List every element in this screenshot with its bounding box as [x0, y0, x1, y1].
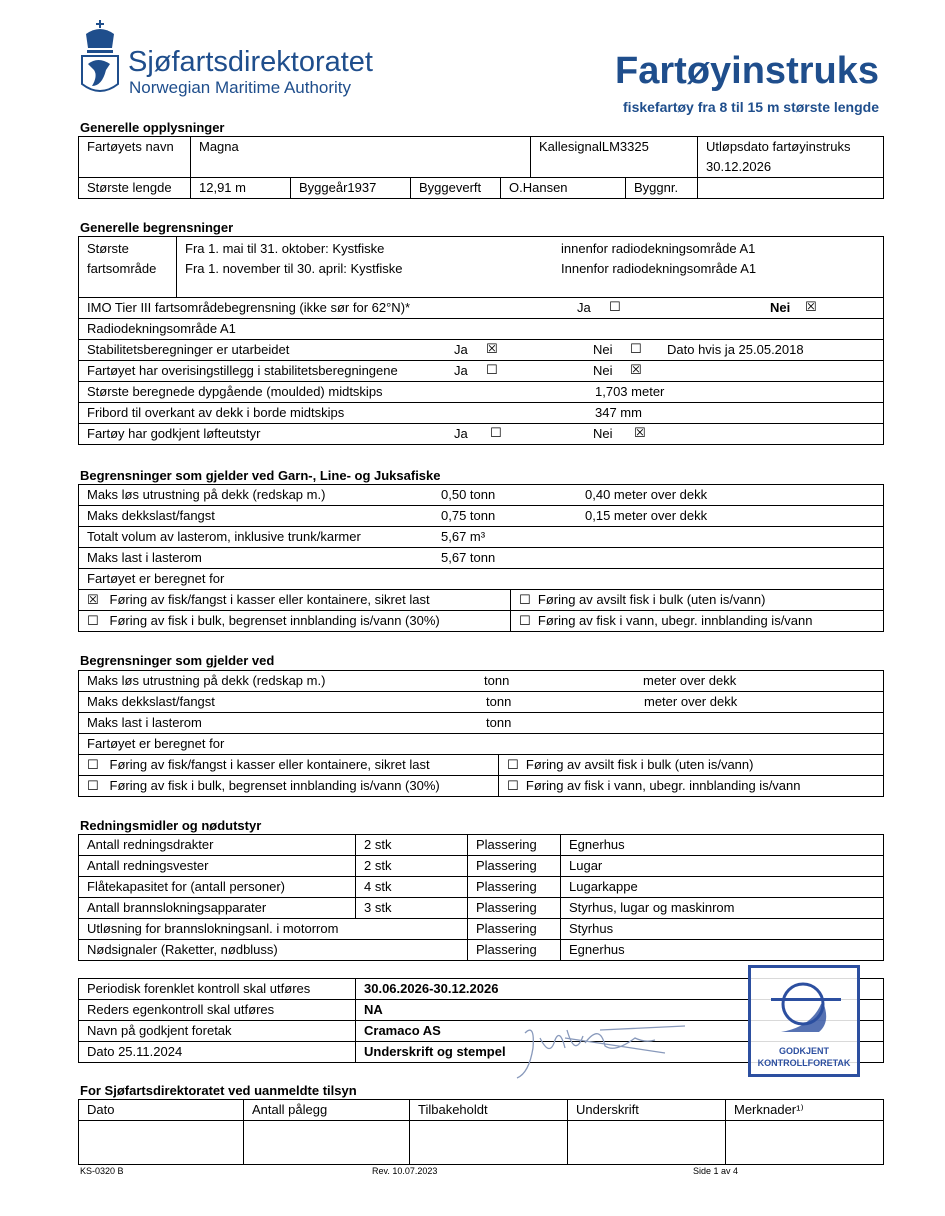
option-checkbox[interactable]: ☐	[507, 779, 519, 794]
build-number	[698, 178, 883, 198]
limits-heading: Generelle begrensninger	[80, 220, 234, 235]
periodic-label: Periodisk forenklet kontroll skal utføres	[79, 979, 356, 999]
build-number-label: Byggnr.	[626, 178, 698, 198]
stab-nei-checkbox[interactable]: ☐	[630, 342, 642, 357]
rescue-row: Antall redningsvester 2 stk Plassering Lugar	[79, 856, 883, 877]
stab-ja-checkbox[interactable]: ☒	[486, 342, 498, 357]
lift-row: Fartøy har godkjent løfteutstyr Ja ☐ Nei ☒	[87, 426, 646, 441]
imo-row: IMO Tier III fartsområdebegrensning (ikke sør for 62°N)* Ja ☐ Nei ☒	[87, 300, 817, 315]
garn-row: Maks last i lasterom 5,67 tonn	[87, 550, 496, 565]
owner-value: NA	[364, 1002, 383, 1017]
general-heading: Generelle opplysninger	[80, 120, 225, 135]
imo-ja-checkbox[interactable]: ☐	[609, 300, 621, 315]
garn-heading: Begrensninger som gjelder ved Garn-, Line- og Juksafiske	[80, 468, 441, 483]
garn-row: Totalt volum av lasterom, inklusive trunk/karmer 5,67 m³	[87, 529, 486, 544]
document-title: Fartøyinstruks	[615, 50, 879, 92]
garn-option: ☒ Føring av fisk/fangst i kasser eller kontainere, sikret last	[79, 590, 511, 610]
garn-calc: Fartøyet er beregnet for	[87, 571, 225, 586]
callsign: KallesignalLM3325	[531, 137, 698, 177]
rescue-row: Antall brannslokningsapparater 3 stk Plassering Styrhus, lugar og maskinrom	[79, 898, 883, 919]
general-table	[78, 136, 884, 199]
col-orders: Antall pålegg	[244, 1100, 410, 1120]
company-value: Cramaco AS	[364, 1023, 441, 1038]
signature-label: Underskrift og stempel	[364, 1044, 506, 1059]
yard-label: Byggeverft	[411, 178, 501, 198]
stability-row: Stabilitetsberegninger er utarbeidet Ja ☒ Nei ☐ Dato hvis ja 25.05.2018	[87, 342, 804, 357]
option-checkbox[interactable]: ☐	[87, 758, 99, 773]
garn-option: ☐ Føring av fisk i bulk, begrenset innblanding is/vann (30%)	[79, 611, 511, 631]
periodic-value: 30.06.2026-30.12.2026	[364, 981, 499, 996]
stamp-text: KONTROLLFORETAK	[757, 1058, 851, 1068]
limits-table	[78, 236, 884, 445]
owner-label: Reders egenkontroll skal utføres	[79, 1000, 356, 1020]
garn-option: ☐ Føring av fisk i vann, ubegr. innblanding is/vann	[519, 613, 813, 629]
rescue-row: Antall redningsdrakter 2 stk Plassering Egnerhus	[79, 835, 883, 856]
draught-row: Største beregnede dypgående (moulded) midtskips 1,703 meter	[87, 384, 665, 399]
page-number: Side 1 av 4	[693, 1166, 739, 1176]
col-date: Dato	[79, 1100, 244, 1120]
icing-nei-checkbox[interactable]: ☒	[630, 363, 642, 378]
other-row: Maks løs utrustning på dekk (redskap m.) tonn meter over dekk	[87, 673, 737, 688]
area-values: Fra 1. mai til 31. oktober: Kystfiske innenfor radiodekningsområde A1 Fra 1. november til 30. april: Kystfiske Innenfor radiodekningsområde A1	[185, 241, 757, 276]
org-name: Sjøfartsdirektoratet	[128, 46, 373, 78]
length: 12,91 m	[191, 178, 291, 198]
rescue-table	[78, 834, 884, 961]
yard: O.Hansen	[501, 178, 626, 198]
icing-ja-checkbox[interactable]: ☐	[486, 363, 498, 378]
rescue-row: Flåtekapasitet for (antall personer) 4 stk Plassering Lugarkappe	[79, 877, 883, 898]
garn-row: Maks dekkslast/fangst 0,75 tonn 0,15 meter over dekk	[87, 508, 708, 523]
name-label: Fartøyets navn	[79, 137, 191, 177]
other-option: ☐ Føring av fisk/fangst i kasser eller kontainere, sikret last	[79, 755, 499, 775]
garn-table	[78, 484, 884, 632]
date-cell[interactable]	[79, 1121, 244, 1164]
inspect-heading: For Sjøfartsdirektoratet ved uanmeldte tilsyn	[80, 1083, 357, 1098]
rescue-row: Utløsning for brannslokningsanl. i motorrom Plassering Styrhus	[79, 919, 883, 940]
option-checkbox[interactable]: ☐	[519, 614, 531, 629]
rescue-heading: Redningsmidler og nødutstyr	[80, 818, 262, 833]
other-row: Maks dekkslast/fangst tonn meter over dekk	[87, 694, 738, 709]
org-name-en: Norwegian Maritime Authority	[129, 78, 352, 97]
icing-row: Fartøyet har overisingstillegg i stabilitetsberegningene Ja ☐ Nei ☒	[87, 363, 642, 378]
inspect-table	[78, 1099, 884, 1165]
other-row: Maks last i lasterom tonn	[87, 715, 512, 730]
approval-stamp	[748, 965, 860, 1077]
radio-row: Radiodekningsområde A1	[87, 321, 236, 336]
other-option: ☐ Føring av avsilt fisk i bulk (uten is/vann)	[507, 757, 754, 773]
col-remarks: Merknader¹⁾	[734, 1102, 804, 1117]
col-detained: Tilbakeholdt	[410, 1100, 568, 1120]
option-checkbox[interactable]: ☐	[519, 593, 531, 608]
rescue-row: Nødsignaler (Raketter, nødbluss) Plassering Egnerhus	[79, 940, 883, 961]
lift-ja-checkbox[interactable]: ☐	[490, 426, 502, 441]
remarks-cell[interactable]	[726, 1121, 883, 1164]
other-calc: Fartøyet er beregnet for	[87, 736, 225, 751]
document-subtitle: fiskefartøy fra 8 til 15 m største lengde	[623, 99, 879, 115]
garn-option: ☐ Føring av avsilt fisk i bulk (uten is/vann)	[519, 592, 766, 608]
signature-cell[interactable]	[568, 1121, 726, 1164]
signature	[505, 1018, 695, 1086]
vessel-name: Magna	[191, 137, 531, 177]
other-option: ☐ Føring av fisk i vann, ubegr. innblanding is/vann	[507, 778, 801, 794]
expiry: Utløpsdato fartøyinstruks 30.12.2026	[706, 139, 851, 174]
imo-nei-checkbox[interactable]: ☒	[805, 300, 817, 315]
option-checkbox[interactable]: ☐	[87, 779, 99, 794]
logo	[80, 20, 120, 98]
form-code: KS-0320 B	[80, 1166, 124, 1176]
stamp-text: GODKJENT	[778, 1046, 829, 1056]
option-checkbox[interactable]: ☒	[87, 593, 99, 608]
area-label: Største fartsområde	[79, 237, 177, 297]
detained-cell[interactable]	[410, 1121, 568, 1164]
col-signature: Underskrift	[568, 1100, 726, 1120]
length-label: Største lengde	[79, 178, 191, 198]
other-heading: Begrensninger som gjelder ved	[80, 653, 275, 668]
orders-cell[interactable]	[244, 1121, 410, 1164]
company-label: Navn på godkjent foretak	[79, 1021, 356, 1041]
lift-nei-checkbox[interactable]: ☒	[634, 426, 646, 441]
option-checkbox[interactable]: ☐	[507, 758, 519, 773]
other-table	[78, 670, 884, 797]
other-option: ☐ Føring av fisk i bulk, begrenset innblanding is/vann (30%)	[79, 776, 499, 796]
garn-row: Maks løs utrustning på dekk (redskap m.) 0,50 tonn 0,40 meter over dekk	[87, 487, 708, 502]
option-checkbox[interactable]: ☐	[87, 614, 99, 629]
build-year: Byggeår1937	[291, 178, 411, 198]
freeboard-row: Fribord til overkant av dekk i borde midtskips 347 mm	[87, 405, 642, 420]
revision: Rev. 10.07.2023	[372, 1166, 438, 1176]
control-date: Dato 25.11.2024	[79, 1042, 356, 1062]
